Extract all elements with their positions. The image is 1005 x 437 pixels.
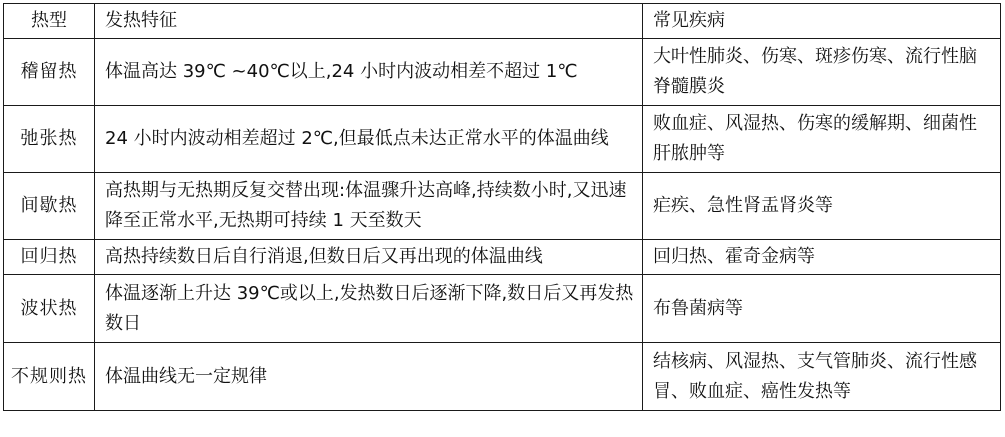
- table-row: [4, 39, 1001, 106]
- table-row: [4, 275, 1001, 343]
- fever-feature-cell: 高热持续数日后自行消退,但数日后又再出现的体温曲线: [95, 240, 643, 275]
- fever-type-table-container: [3, 3, 1001, 411]
- fever-type-cell: 弛张热: [4, 106, 95, 173]
- header-fever-feature: 发热特征: [95, 4, 643, 39]
- fever-feature-cell: 24 小时内波动相差超过 2℃,但最低点未达正常水平的体温曲线: [95, 106, 643, 173]
- fever-type-cell: 间歇热: [4, 173, 95, 240]
- fever-type-cell: 回归热: [4, 240, 95, 275]
- fever-type-cell: 波状热: [4, 275, 95, 343]
- fever-type-cell: 稽留热: [4, 39, 95, 106]
- fever-feature-cell: 高热期与无热期反复交替出现:体温骤升达高峰,持续数小时,又迅速降至正常水平,无热期可持续 1 天至数天: [95, 173, 643, 240]
- fever-type-cell: 不规则热: [4, 343, 95, 411]
- common-disease-cell: 结核病、风湿热、支气管肺炎、流行性感冒、败血症、癌性发热等: [643, 343, 1001, 411]
- header-common-disease: 常见疾病: [643, 4, 1001, 39]
- common-disease-cell: 回归热、霍奇金病等: [643, 240, 1001, 275]
- table-header-row: [4, 4, 1001, 39]
- fever-feature-cell: 体温曲线无一定规律: [95, 343, 643, 411]
- common-disease-cell: 疟疾、急性肾盂肾炎等: [643, 173, 1001, 240]
- fever-feature-cell: 体温高达 39℃ ~40℃以上,24 小时内波动相差不超过 1℃: [95, 39, 643, 106]
- common-disease-cell: 布鲁菌病等: [643, 275, 1001, 343]
- fever-type-table: [3, 3, 1001, 411]
- table-row: [4, 343, 1001, 411]
- common-disease-cell: 败血症、风湿热、伤寒的缓解期、细菌性肝脓肿等: [643, 106, 1001, 173]
- table-row: [4, 240, 1001, 275]
- table-row: [4, 173, 1001, 240]
- header-fever-type: 热型: [4, 4, 95, 39]
- fever-feature-cell: 体温逐渐上升达 39℃或以上,发热数日后逐渐下降,数日后又再发热数日: [95, 275, 643, 343]
- common-disease-cell: 大叶性肺炎、伤寒、斑疹伤寒、流行性脑脊髓膜炎: [643, 39, 1001, 106]
- table-row: [4, 106, 1001, 173]
